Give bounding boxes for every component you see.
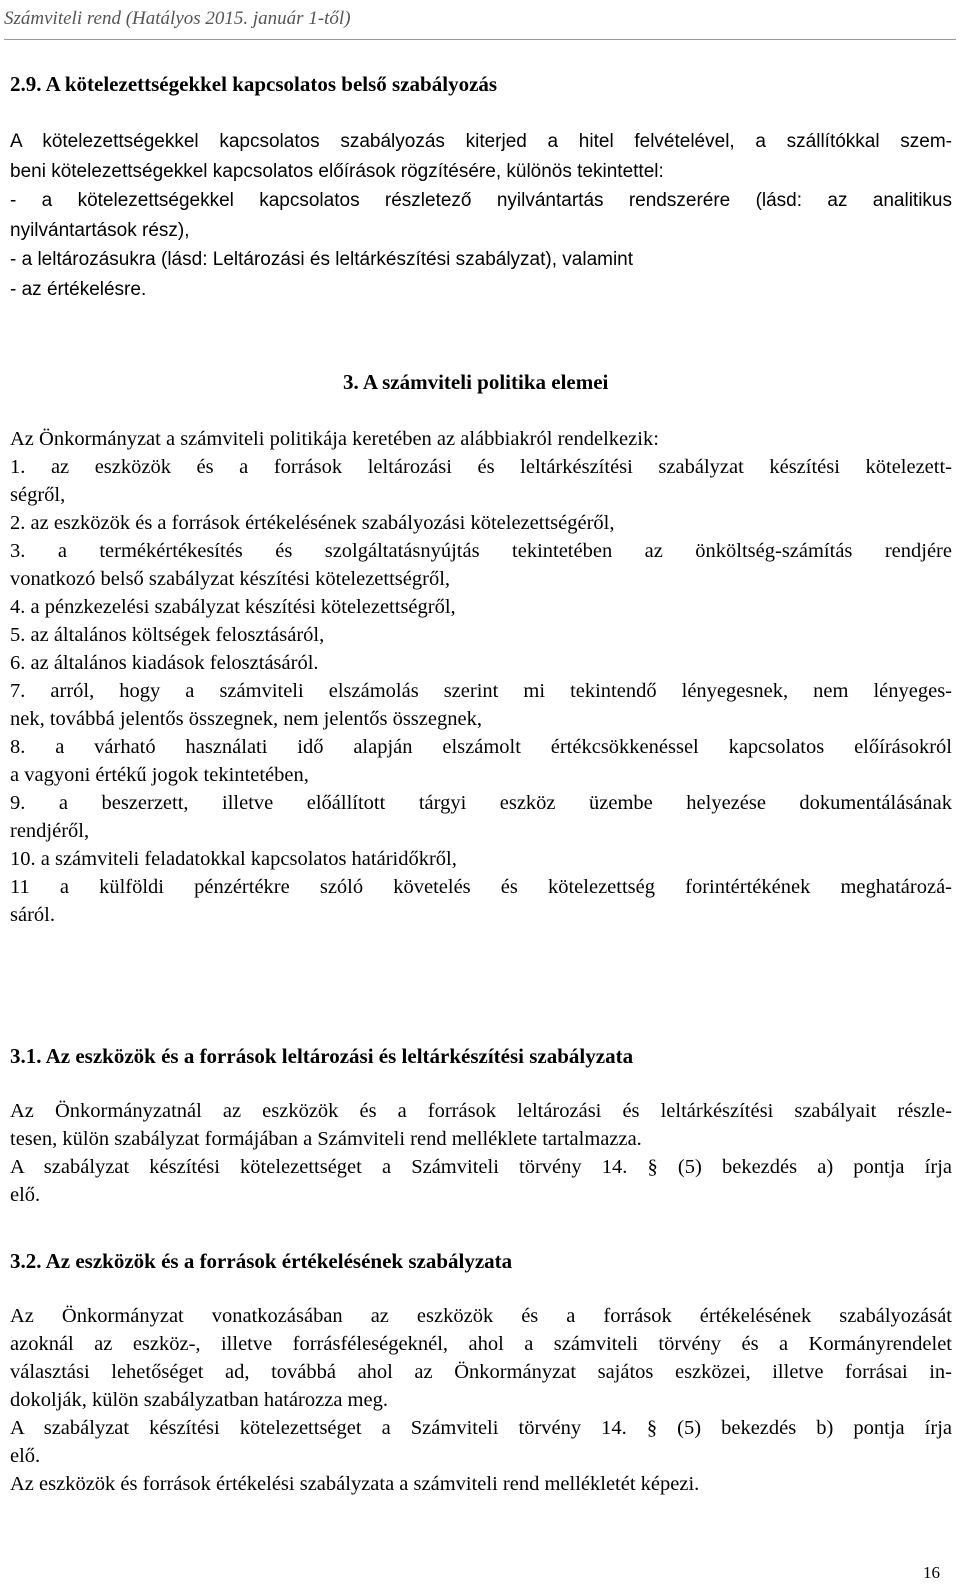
text-line: választási lehetőséget ad, továbbá ahol az Önkormányzat sajátos eszközei, illetve forrásai in-	[10, 1361, 952, 1383]
section-3-2-body	[10, 1302, 952, 1498]
section-3-1-heading: 3.1. Az eszközök és a források leltározási és leltárkészítési szabályzata	[10, 1044, 634, 1068]
list-item-line: 8. a várható használati idő alapján elszámolt értékcsökkenéssel kapcsolatos előírásokról	[10, 736, 952, 758]
header-rule	[4, 39, 956, 40]
text-line: elő.	[10, 1445, 41, 1467]
text-line: A szabályzat készítési kötelezettséget a Számviteli törvény 14. § (5) bekezdés b) pontja írja	[10, 1417, 952, 1439]
page-number: 16	[923, 1563, 940, 1582]
text-line: elő.	[10, 1184, 41, 1206]
section-2-9-heading: 2.9. A kötelezettségekkel kapcsolatos belső szabályozás	[10, 72, 498, 96]
running-header: Számviteli rend (Hatályos 2015. január 1-től)	[4, 8, 351, 29]
section-2-9-body	[10, 127, 952, 304]
list-item-line: nek, továbbá jelentős összegnek, nem jelentős összegnek,	[10, 708, 482, 730]
list-item-line: 11 a külföldi pénzértékre szóló követelés és kötelezettség forintértékének meghatározá-	[10, 876, 952, 898]
list-item-line: vonatkozó belső szabályzat készítési kötelezettségről,	[10, 568, 451, 590]
list-item-line: 9. a beszerzett, illetve előállított tárgyi eszköz üzembe helyezése dokumentálásának	[10, 792, 952, 814]
section-3-2-heading: 3.2. Az eszközök és a források értékelésének szabályzata	[10, 1249, 513, 1273]
text-line: beni kötelezettségekkel kapcsolatos előírások rögzítésére, különös tekintettel:	[10, 160, 664, 182]
list-item-line: 3. a termékértékesítés és szolgáltatásnyújtás tekintetében az önköltség-számítás rendjére	[10, 540, 952, 562]
list-item-line: sáról.	[10, 904, 55, 926]
list-item-line: 10. a számviteli feladatokkal kapcsolatos határidőkről,	[10, 848, 457, 870]
text-line: - a leltározásukra (lásd: Leltározási és leltárkészítési szabályzat), valamint	[10, 249, 634, 270]
text-line: nyilvántartások rész),	[10, 219, 190, 241]
list-item-line: 7. arról, hogy a számviteli elszámolás szerint mi tekintendő lényegesnek, nem lényeges-	[10, 680, 952, 702]
list-item-line: a vagyoni értékű jogok tekintetében,	[10, 764, 309, 786]
section-3-heading: 3. A számviteli politika elemei	[343, 370, 609, 394]
text-line: - a kötelezettségekkel kapcsolatos részletező nyilvántartás rendszerére (lásd: az analitikus	[10, 190, 952, 211]
text-line: tesen, külön szabályzat formájában a Számviteli rend melléklete tartalmazza.	[10, 1128, 642, 1150]
text-line: Az eszközök és források értékelési szabályzata a számviteli rend mellékletét képezi.	[10, 1473, 700, 1495]
text-line: A szabályzat készítési kötelezettséget a Számviteli törvény 14. § (5) bekezdés a) pontja írja	[10, 1156, 952, 1178]
list-item-line: rendjéről,	[10, 820, 90, 842]
text-line: dokolják, külön szabályzatban határozza meg.	[10, 1389, 388, 1411]
section-3-1-body	[10, 1097, 952, 1209]
list-item-line: 2. az eszközök és a források értékelésének szabályozási kötelezettségéről,	[10, 512, 615, 534]
list-item-line: ségről,	[10, 484, 66, 506]
text-line: Az Önkormányzat vonatkozásában az eszközök és a források értékelésének szabályozását	[10, 1305, 952, 1327]
list-item-line: 1. az eszközök és a források leltározási és leltárkészítési szabályzat készítési kötelezett-	[10, 456, 952, 478]
intro-line: Az Önkormányzat a számviteli politikája keretében az alábbiakról rendelkezik:	[10, 428, 659, 450]
text-line: A kötelezettségekkel kapcsolatos szabályozás kiterjed a hitel felvételével, a szállítókkal szem-	[10, 131, 952, 152]
text-line: - az értékelésre.	[10, 278, 147, 300]
list-item-line: 6. az általános kiadások felosztásáról.	[10, 652, 319, 674]
list-item-line: 4. a pénzkezelési szabályzat készítési kötelezettségről,	[10, 596, 456, 618]
text-line: azoknál az eszköz-, illetve forrásféleségeknél, ahol a számviteli törvény és a Kormányrendelet	[10, 1333, 952, 1355]
section-3-body	[10, 425, 952, 929]
text-line: Az Önkormányzatnál az eszközök és a források leltározási és leltárkészítési szabályait részle-	[10, 1100, 952, 1122]
list-item-line: 5. az általános költségek felosztásáról,	[10, 624, 325, 646]
